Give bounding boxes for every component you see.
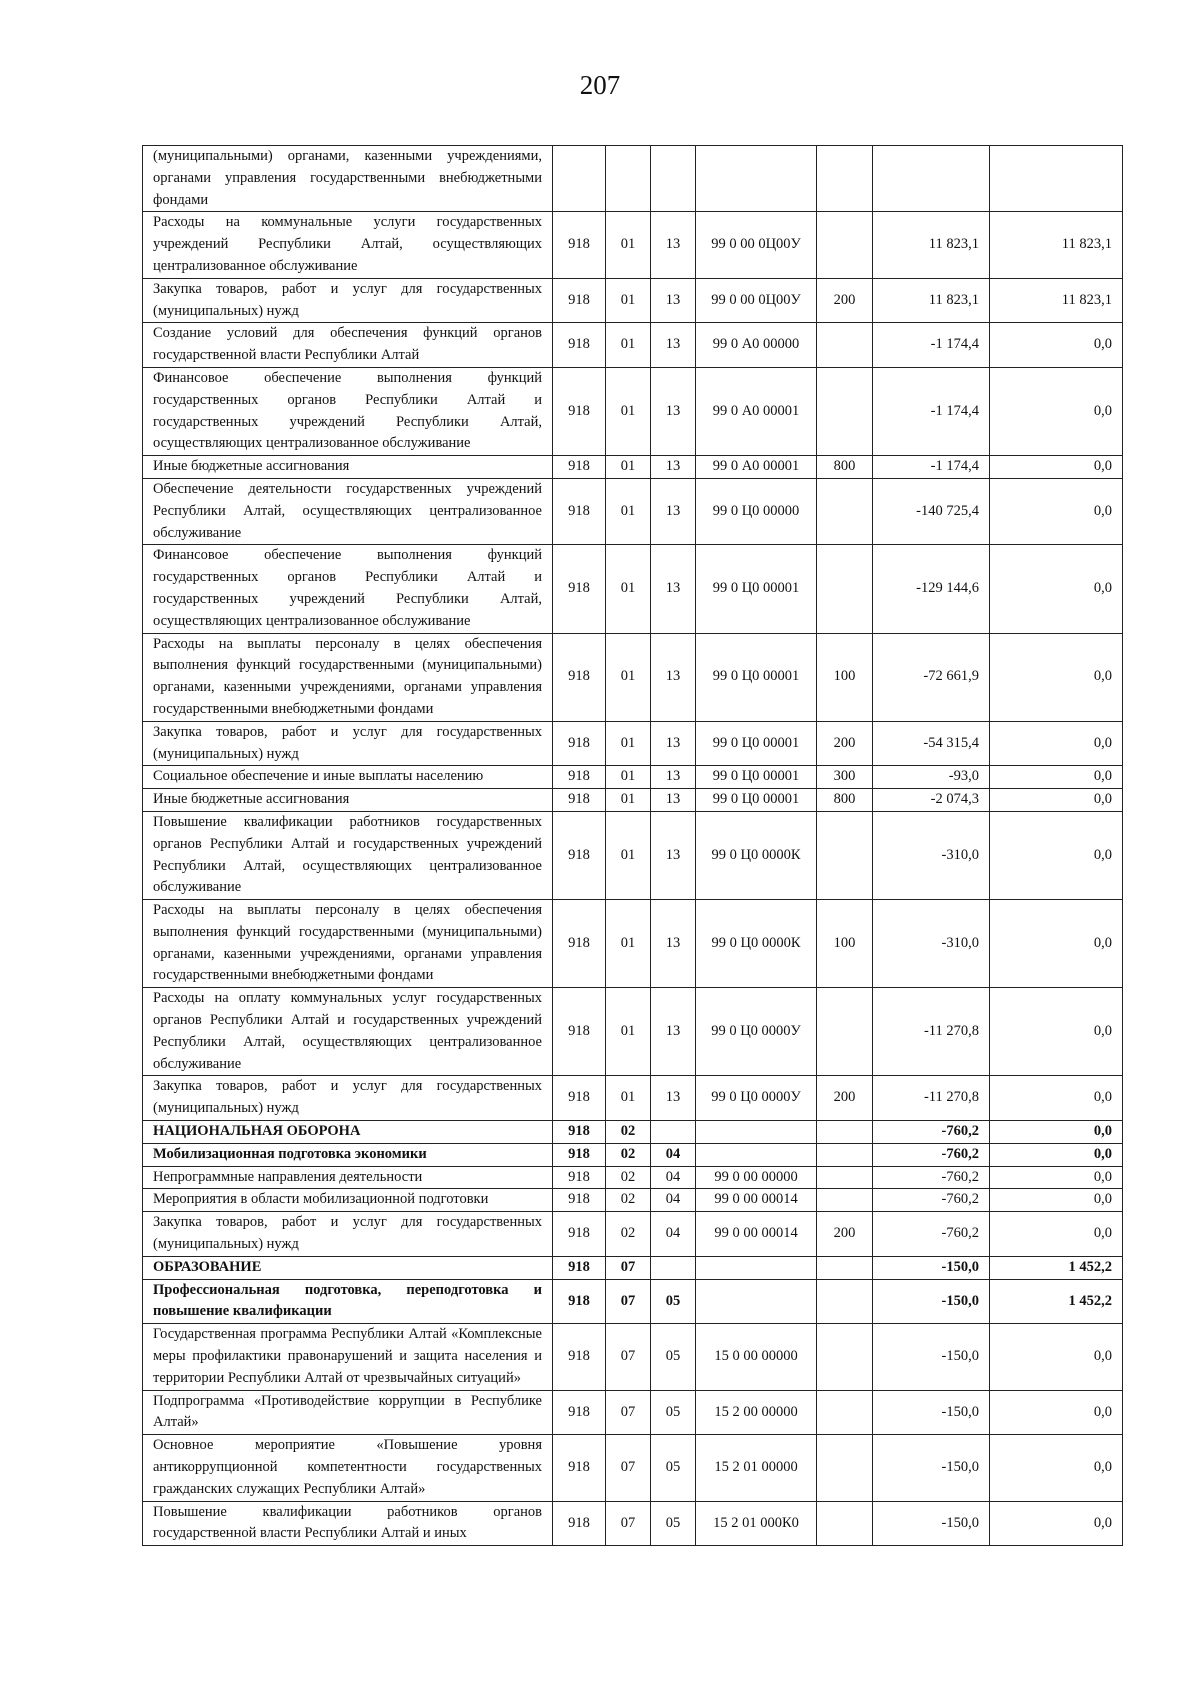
- cell-subsection: 13: [651, 766, 696, 789]
- cell-name: Мобилизационная подготовка экономики: [143, 1143, 553, 1166]
- table-row: [143, 900, 1123, 988]
- cell-target-item: [696, 1143, 817, 1166]
- cell-name: Расходы на оплату коммунальных услуг государственных органов Республики Алтай и государственных учреждений Республики Алтай, осуществляющих централизованное обслуживание: [143, 988, 553, 1076]
- cell-subsection: 13: [651, 811, 696, 899]
- cell-name: Повышение квалификации работников государственных органов Республики Алтай и государственных учреждений Республики Алтай, осуществляющих централизованное обслуживание: [143, 811, 553, 899]
- cell-name: Основное мероприятие «Повышение уровня антикоррупционной компетентности государственных гражданских служащих Республики Алтай»: [143, 1435, 553, 1501]
- table-row: [143, 1212, 1123, 1257]
- cell-sum-change: 11 823,1: [873, 212, 990, 278]
- cell-expense-type: [817, 146, 873, 212]
- cell-subsection: 13: [651, 478, 696, 544]
- cell-target-item: 99 0 Ц0 00001: [696, 721, 817, 766]
- cell-name: Государственная программа Республики Алтай «Комплексные меры профилактики правонарушений и защита населения и территории Республики Алтай от чрезвычайных ситуаций»: [143, 1324, 553, 1390]
- cell-sum-total: [990, 146, 1123, 212]
- cell-section: 01: [606, 988, 651, 1076]
- cell-section: 07: [606, 1435, 651, 1501]
- cell-name: Расходы на коммунальные услуги государственных учреждений Республики Алтай, осуществляющих централизованное обслуживание: [143, 212, 553, 278]
- cell-expense-type: [817, 1501, 873, 1546]
- cell-admin-code: 918: [553, 1189, 606, 1212]
- cell-admin-code: [553, 146, 606, 212]
- table-row: [143, 633, 1123, 721]
- cell-section: 02: [606, 1166, 651, 1189]
- table-row: [143, 1390, 1123, 1435]
- cell-expense-type: [817, 212, 873, 278]
- cell-expense-type: [817, 1279, 873, 1324]
- cell-section: 02: [606, 1143, 651, 1166]
- cell-admin-code: 918: [553, 1212, 606, 1257]
- cell-section: [606, 146, 651, 212]
- table-row: [143, 789, 1123, 812]
- cell-expense-type: [817, 1390, 873, 1435]
- cell-expense-type: [817, 1324, 873, 1390]
- cell-expense-type: [817, 988, 873, 1076]
- table-row: [143, 988, 1123, 1076]
- cell-subsection: 04: [651, 1189, 696, 1212]
- table-row: [143, 1501, 1123, 1546]
- cell-admin-code: 918: [553, 478, 606, 544]
- cell-name: Подпрограмма «Противодействие коррупции в Республике Алтай»: [143, 1390, 553, 1435]
- cell-section: 07: [606, 1501, 651, 1546]
- cell-name: Закупка товаров, работ и услуг для государственных (муниципальных) нужд: [143, 1076, 553, 1121]
- cell-target-item: 99 0 00 0Ц00У: [696, 278, 817, 323]
- cell-expense-type: 200: [817, 1076, 873, 1121]
- cell-expense-type: [817, 1435, 873, 1501]
- cell-sum-change: -1 174,4: [873, 456, 990, 479]
- cell-name: Иные бюджетные ассигнования: [143, 456, 553, 479]
- cell-subsection: 04: [651, 1166, 696, 1189]
- cell-target-item: 15 2 01 000К0: [696, 1501, 817, 1546]
- cell-target-item: 99 0 Ц0 0000К: [696, 811, 817, 899]
- cell-admin-code: 918: [553, 1256, 606, 1279]
- cell-expense-type: [817, 478, 873, 544]
- cell-sum-change: -310,0: [873, 900, 990, 988]
- cell-target-item: 99 0 Ц0 00001: [696, 633, 817, 721]
- cell-sum-change: -150,0: [873, 1279, 990, 1324]
- cell-sum-total: 0,0: [990, 633, 1123, 721]
- cell-target-item: 99 0 00 00014: [696, 1212, 817, 1257]
- cell-sum-change: [873, 146, 990, 212]
- cell-name: НАЦИОНАЛЬНАЯ ОБОРОНА: [143, 1121, 553, 1144]
- cell-name: Непрограммные направления деятельности: [143, 1166, 553, 1189]
- cell-expense-type: 300: [817, 766, 873, 789]
- cell-sum-change: -760,2: [873, 1121, 990, 1144]
- cell-subsection: 13: [651, 278, 696, 323]
- cell-section: 01: [606, 212, 651, 278]
- cell-name: Закупка товаров, работ и услуг для государственных (муниципальных) нужд: [143, 278, 553, 323]
- cell-expense-type: [817, 811, 873, 899]
- cell-sum-total: 0,0: [990, 988, 1123, 1076]
- cell-target-item: 15 0 00 00000: [696, 1324, 817, 1390]
- cell-sum-total: 0,0: [990, 900, 1123, 988]
- cell-sum-total: 0,0: [990, 367, 1123, 455]
- cell-admin-code: 918: [553, 1143, 606, 1166]
- cell-name: Закупка товаров, работ и услуг для государственных (муниципальных) нужд: [143, 721, 553, 766]
- cell-name: Профессиональная подготовка, переподготовка и повышение квалификации: [143, 1279, 553, 1324]
- cell-sum-total: 11 823,1: [990, 212, 1123, 278]
- cell-section: 01: [606, 766, 651, 789]
- cell-admin-code: 918: [553, 1076, 606, 1121]
- cell-target-item: 99 0 А0 00001: [696, 456, 817, 479]
- cell-subsection: 05: [651, 1435, 696, 1501]
- cell-name: Финансовое обеспечение выполнения функций государственных органов Республики Алтай и государственных учреждений Республики Алтай, осуществляющих централизованное обслуживание: [143, 545, 553, 633]
- cell-subsection: 04: [651, 1143, 696, 1166]
- cell-sum-change: -140 725,4: [873, 478, 990, 544]
- cell-section: 02: [606, 1121, 651, 1144]
- cell-sum-total: 0,0: [990, 1501, 1123, 1546]
- cell-target-item: 99 0 Ц0 00001: [696, 789, 817, 812]
- cell-sum-total: 0,0: [990, 1076, 1123, 1121]
- cell-sum-change: -2 074,3: [873, 789, 990, 812]
- cell-sum-change: -760,2: [873, 1212, 990, 1257]
- cell-name: Создание условий для обеспечения функций органов государственной власти Республики Алтай: [143, 323, 553, 368]
- cell-sum-change: -760,2: [873, 1189, 990, 1212]
- cell-expense-type: 200: [817, 1212, 873, 1257]
- cell-admin-code: 918: [553, 1121, 606, 1144]
- cell-target-item: [696, 1256, 817, 1279]
- cell-section: 01: [606, 545, 651, 633]
- cell-expense-type: [817, 1121, 873, 1144]
- cell-section: 01: [606, 900, 651, 988]
- cell-section: 01: [606, 278, 651, 323]
- cell-admin-code: 918: [553, 721, 606, 766]
- cell-expense-type: [817, 1189, 873, 1212]
- cell-sum-change: -150,0: [873, 1501, 990, 1546]
- cell-target-item: 99 0 00 0Ц00У: [696, 212, 817, 278]
- cell-sum-change: -93,0: [873, 766, 990, 789]
- cell-sum-total: 0,0: [990, 1121, 1123, 1144]
- cell-section: 01: [606, 478, 651, 544]
- cell-admin-code: 918: [553, 1279, 606, 1324]
- cell-sum-total: 0,0: [990, 721, 1123, 766]
- table-row: [143, 1279, 1123, 1324]
- cell-sum-total: 0,0: [990, 1212, 1123, 1257]
- cell-target-item: 15 2 01 00000: [696, 1435, 817, 1501]
- table-row: [143, 212, 1123, 278]
- cell-expense-type: 100: [817, 900, 873, 988]
- cell-sum-total: 1 452,2: [990, 1279, 1123, 1324]
- cell-admin-code: 918: [553, 811, 606, 899]
- cell-sum-total: 0,0: [990, 1390, 1123, 1435]
- cell-expense-type: 800: [817, 456, 873, 479]
- cell-admin-code: 918: [553, 1390, 606, 1435]
- cell-subsection: 13: [651, 456, 696, 479]
- table-row: [143, 1324, 1123, 1390]
- cell-admin-code: 918: [553, 456, 606, 479]
- cell-name: (муниципальными) органами, казенными учреждениями, органами управления государственными внебюджетными фондами: [143, 146, 553, 212]
- table-row: [143, 1189, 1123, 1212]
- cell-admin-code: 918: [553, 323, 606, 368]
- cell-admin-code: 918: [553, 545, 606, 633]
- cell-name: ОБРАЗОВАНИЕ: [143, 1256, 553, 1279]
- table-row: [143, 146, 1123, 212]
- cell-admin-code: 918: [553, 766, 606, 789]
- cell-expense-type: [817, 1166, 873, 1189]
- cell-sum-total: 11 823,1: [990, 278, 1123, 323]
- cell-admin-code: 918: [553, 633, 606, 721]
- cell-subsection: [651, 146, 696, 212]
- cell-admin-code: 918: [553, 988, 606, 1076]
- cell-subsection: 05: [651, 1324, 696, 1390]
- cell-name: Повышение квалификации работников органов государственной власти Республики Алтай и иных: [143, 1501, 553, 1546]
- cell-expense-type: [817, 323, 873, 368]
- cell-name: Иные бюджетные ассигнования: [143, 789, 553, 812]
- cell-target-item: 99 0 Ц0 00000: [696, 478, 817, 544]
- table-body: [143, 146, 1123, 1546]
- cell-admin-code: 918: [553, 1501, 606, 1546]
- table-row: [143, 278, 1123, 323]
- cell-expense-type: 800: [817, 789, 873, 812]
- cell-sum-total: 0,0: [990, 456, 1123, 479]
- cell-section: 01: [606, 367, 651, 455]
- cell-subsection: 05: [651, 1279, 696, 1324]
- cell-subsection: 04: [651, 1212, 696, 1257]
- cell-subsection: 13: [651, 212, 696, 278]
- cell-admin-code: 918: [553, 1435, 606, 1501]
- cell-section: 01: [606, 789, 651, 812]
- table-row: [143, 1256, 1123, 1279]
- cell-target-item: 99 0 А0 00001: [696, 367, 817, 455]
- cell-sum-total: 0,0: [990, 478, 1123, 544]
- cell-section: 01: [606, 721, 651, 766]
- table-row: [143, 811, 1123, 899]
- cell-sum-change: 11 823,1: [873, 278, 990, 323]
- cell-target-item: 15 2 00 00000: [696, 1390, 817, 1435]
- cell-sum-total: 0,0: [990, 1435, 1123, 1501]
- table-row: [143, 545, 1123, 633]
- cell-name: Финансовое обеспечение выполнения функций государственных органов Республики Алтай и государственных учреждений Республики Алтай, осуществляющих централизованное обслуживание: [143, 367, 553, 455]
- cell-target-item: 99 0 Ц0 0000К: [696, 900, 817, 988]
- table-row: [143, 367, 1123, 455]
- cell-section: 07: [606, 1390, 651, 1435]
- cell-section: 07: [606, 1279, 651, 1324]
- table-row: [143, 1435, 1123, 1501]
- cell-sum-total: 0,0: [990, 1324, 1123, 1390]
- cell-target-item: 99 0 00 00014: [696, 1189, 817, 1212]
- page-number: 207: [579, 70, 621, 100]
- cell-expense-type: 200: [817, 721, 873, 766]
- cell-name: Расходы на выплаты персоналу в целях обеспечения выполнения функций государственными (муниципальными) органами, казенными учреждениями, органами управления государственными внебюджетными фондами: [143, 900, 553, 988]
- table-row: [143, 1121, 1123, 1144]
- cell-target-item: 99 0 Ц0 00001: [696, 766, 817, 789]
- cell-subsection: [651, 1121, 696, 1144]
- cell-subsection: 13: [651, 545, 696, 633]
- cell-section: 01: [606, 323, 651, 368]
- cell-section: 01: [606, 1076, 651, 1121]
- cell-section: 02: [606, 1212, 651, 1257]
- table-row: [143, 1076, 1123, 1121]
- cell-admin-code: 918: [553, 789, 606, 812]
- table-row: [143, 1166, 1123, 1189]
- cell-name: Обеспечение деятельности государственных учреждений Республики Алтай, осуществляющих централизованное обслуживание: [143, 478, 553, 544]
- cell-expense-type: [817, 367, 873, 455]
- cell-subsection: 13: [651, 721, 696, 766]
- cell-sum-change: -760,2: [873, 1166, 990, 1189]
- cell-admin-code: 918: [553, 278, 606, 323]
- cell-sum-total: 0,0: [990, 811, 1123, 899]
- cell-name: Закупка товаров, работ и услуг для государственных (муниципальных) нужд: [143, 1212, 553, 1257]
- cell-subsection: 13: [651, 789, 696, 812]
- cell-section: 01: [606, 811, 651, 899]
- cell-sum-change: -310,0: [873, 811, 990, 899]
- cell-sum-change: -150,0: [873, 1256, 990, 1279]
- cell-section: 01: [606, 633, 651, 721]
- cell-sum-total: 0,0: [990, 1166, 1123, 1189]
- cell-sum-total: 0,0: [990, 766, 1123, 789]
- cell-sum-change: -760,2: [873, 1143, 990, 1166]
- cell-expense-type: 100: [817, 633, 873, 721]
- cell-admin-code: 918: [553, 212, 606, 278]
- cell-name: Мероприятия в области мобилизационной подготовки: [143, 1189, 553, 1212]
- cell-sum-total: 0,0: [990, 1143, 1123, 1166]
- cell-expense-type: [817, 1256, 873, 1279]
- cell-target-item: 99 0 Ц0 0000У: [696, 988, 817, 1076]
- cell-sum-total: 1 452,2: [990, 1256, 1123, 1279]
- cell-expense-type: [817, 1143, 873, 1166]
- cell-section: 07: [606, 1324, 651, 1390]
- cell-sum-change: -72 661,9: [873, 633, 990, 721]
- cell-sum-change: -129 144,6: [873, 545, 990, 633]
- cell-sum-change: -11 270,8: [873, 1076, 990, 1121]
- cell-sum-change: -54 315,4: [873, 721, 990, 766]
- cell-sum-change: -150,0: [873, 1435, 990, 1501]
- cell-sum-change: -1 174,4: [873, 323, 990, 368]
- cell-subsection: 05: [651, 1501, 696, 1546]
- cell-target-item: [696, 1279, 817, 1324]
- cell-target-item: 99 0 Ц0 00001: [696, 545, 817, 633]
- cell-sum-total: 0,0: [990, 1189, 1123, 1212]
- cell-name: Социальное обеспечение и иные выплаты населению: [143, 766, 553, 789]
- cell-subsection: [651, 1256, 696, 1279]
- cell-section: 07: [606, 1256, 651, 1279]
- cell-name: Расходы на выплаты персоналу в целях обеспечения выполнения функций государственными (муниципальными) органами, казенными учреждениями, органами управления государственными внебюджетными фондами: [143, 633, 553, 721]
- cell-expense-type: 200: [817, 278, 873, 323]
- cell-target-item: [696, 146, 817, 212]
- cell-target-item: [696, 1121, 817, 1144]
- cell-subsection: 13: [651, 633, 696, 721]
- table-row: [143, 323, 1123, 368]
- cell-target-item: 99 0 Ц0 0000У: [696, 1076, 817, 1121]
- cell-subsection: 13: [651, 900, 696, 988]
- cell-subsection: 13: [651, 367, 696, 455]
- cell-sum-change: -11 270,8: [873, 988, 990, 1076]
- table-row: [143, 766, 1123, 789]
- cell-expense-type: [817, 545, 873, 633]
- cell-target-item: 99 0 А0 00000: [696, 323, 817, 368]
- cell-subsection: 13: [651, 988, 696, 1076]
- cell-section: 02: [606, 1189, 651, 1212]
- cell-subsection: 13: [651, 323, 696, 368]
- table-row: [143, 478, 1123, 544]
- cell-sum-total: 0,0: [990, 323, 1123, 368]
- cell-target-item: 99 0 00 00000: [696, 1166, 817, 1189]
- table-row: [143, 1143, 1123, 1166]
- cell-sum-total: 0,0: [990, 545, 1123, 633]
- table-row: [143, 456, 1123, 479]
- cell-sum-change: -150,0: [873, 1324, 990, 1390]
- table-row: [143, 721, 1123, 766]
- cell-admin-code: 918: [553, 1166, 606, 1189]
- cell-sum-total: 0,0: [990, 789, 1123, 812]
- budget-table: [142, 145, 1123, 1546]
- cell-admin-code: 918: [553, 1324, 606, 1390]
- cell-sum-change: -150,0: [873, 1390, 990, 1435]
- cell-admin-code: 918: [553, 900, 606, 988]
- cell-subsection: 05: [651, 1390, 696, 1435]
- cell-admin-code: 918: [553, 367, 606, 455]
- cell-section: 01: [606, 456, 651, 479]
- cell-subsection: 13: [651, 1076, 696, 1121]
- cell-sum-change: -1 174,4: [873, 367, 990, 455]
